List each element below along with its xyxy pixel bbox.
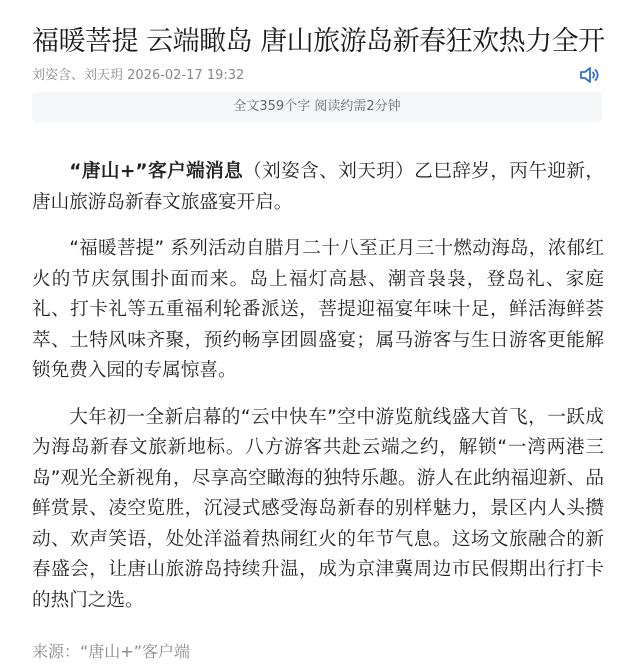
speaker-icon[interactable] [578,64,600,86]
paragraph-lead: “唐山+”客户端消息 [69,161,244,182]
article-body [32,157,604,632]
paragraph-text: （刘姿含、刘天玥）乙巳辞岁，丙午迎新，唐山旅游岛新春文旅盛宴开启。 [32,161,604,213]
paragraph-1 [32,157,604,218]
article-meta: 刘姿含、刘天玥 2026-02-17 19:32 [32,68,245,83]
article-source: 来源：“唐山+”客户端 [32,642,190,661]
paragraph-2: “福暖菩提” 系列活动自腊月二十八至正月三十燃动海岛，浓郁红火的节庆氛围扑面而来。岛上福灯高悬、潮音袅袅，登岛礼、家庭礼、打卡礼等五重福利轮番派送，菩提迎福宴年味十足，鲜活海鲜荟萃、土特风味齐聚，预约畅享团圆盛宴；属马游客与生日游客更能解锁免费入园的专属惊喜。 [32,238,604,381]
article-title: 福暖菩提 云端瞰岛 唐山旅游岛新春狂欢热力全开 [32,26,605,57]
paragraph-3: 大年初一全新启幕的“云中快车”空中游览航线盛大首飞，一跃成为海岛新春文旅新地标。八方游客共赴云端之约，解锁“一湾两港三岛”观光全新视角，尽享高空瞰海的独特乐趣。游人在此纳福迎新、品鲜赏景、凌空览胜，沉浸式感受海岛新春的别样魅力，景区内人头攒动、欢声笑语，处处洋溢着热闹红火的年节气息。这场文旅融合的新春盛会，让唐山旅游岛持续升温，成为京津冀周边市民假期出行打卡的热门之选。 [32,406,604,611]
reading-summary: 全文359个字 阅读约需2分钟 [32,92,602,122]
